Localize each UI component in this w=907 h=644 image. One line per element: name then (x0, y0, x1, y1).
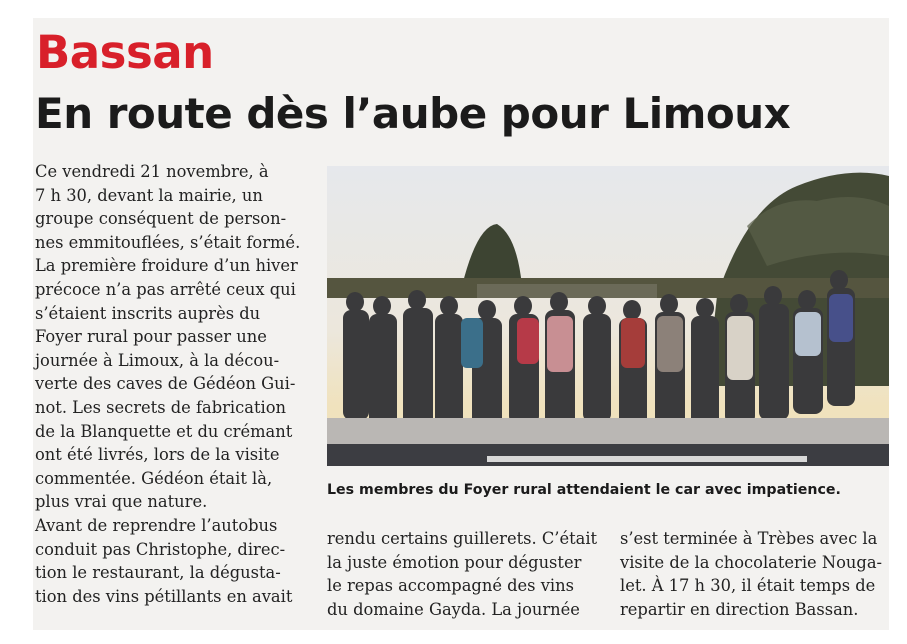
text-line: du domaine Gayda. La journée (327, 599, 580, 619)
text-line: verte des caves de Gédéon Gui- (35, 374, 296, 394)
text-line: conduit pas Christophe, direc- (35, 539, 286, 559)
text-line: ont été livrés, lors de la visite (35, 445, 280, 465)
group-photo-illustration (327, 166, 889, 466)
text-line: not. Les secrets de fabrication (35, 397, 286, 417)
text-line: le repas accompagné des vins (327, 576, 574, 596)
text-line: Avant de reprendre l’autobus (35, 515, 278, 535)
text-line: précoce n’a pas arrêté ceux qui (35, 279, 296, 299)
text-line: journée à Limoux, à la décou- (35, 350, 280, 370)
text-line: tion le restaurant, la dégusta- (35, 563, 281, 583)
article-column-2 (327, 527, 602, 621)
text-line: repartir en direction Bassan. (620, 599, 859, 619)
text-line: s’étaient inscrits auprès du (35, 303, 261, 323)
text-line: Ce vendredi 21 novembre, à (35, 162, 269, 181)
text-line: tion des vins pétillants en avait (35, 586, 293, 606)
photo-caption: Les membres du Foyer rural attendaient le car avec impatience. (327, 482, 841, 498)
text-line: visite de la chocolaterie Nouga- (620, 552, 883, 572)
text-line: rendu certains guillerets. C’était (327, 529, 598, 548)
text-line: let. À 17 h 30, il était temps de (620, 576, 876, 596)
text-line: 7 h 30, devant la mairie, un (35, 185, 263, 205)
article-column-3 (620, 527, 890, 621)
text-line: s’est terminée à Trèbes avec la (620, 529, 878, 548)
text-line: La première froidure d’un hiver (35, 256, 298, 276)
article-headline: En route dès l’aube pour Limoux (35, 89, 791, 138)
text-line: nes emmitouflées, s’était formé. (35, 232, 301, 252)
text-line: commentée. Gédéon était là, (35, 468, 273, 488)
article-column-1 (35, 160, 305, 608)
text-line: plus vrai que nature. (35, 492, 208, 512)
article-kicker: Bassan (36, 26, 214, 79)
text-line: Foyer rural pour passer une (35, 327, 267, 347)
text-line: de la Blanquette et du crémant (35, 421, 293, 441)
text-line: groupe conséquent de person- (35, 209, 287, 229)
text-line: la juste émotion pour déguster (327, 552, 582, 572)
group-photo (327, 166, 889, 466)
